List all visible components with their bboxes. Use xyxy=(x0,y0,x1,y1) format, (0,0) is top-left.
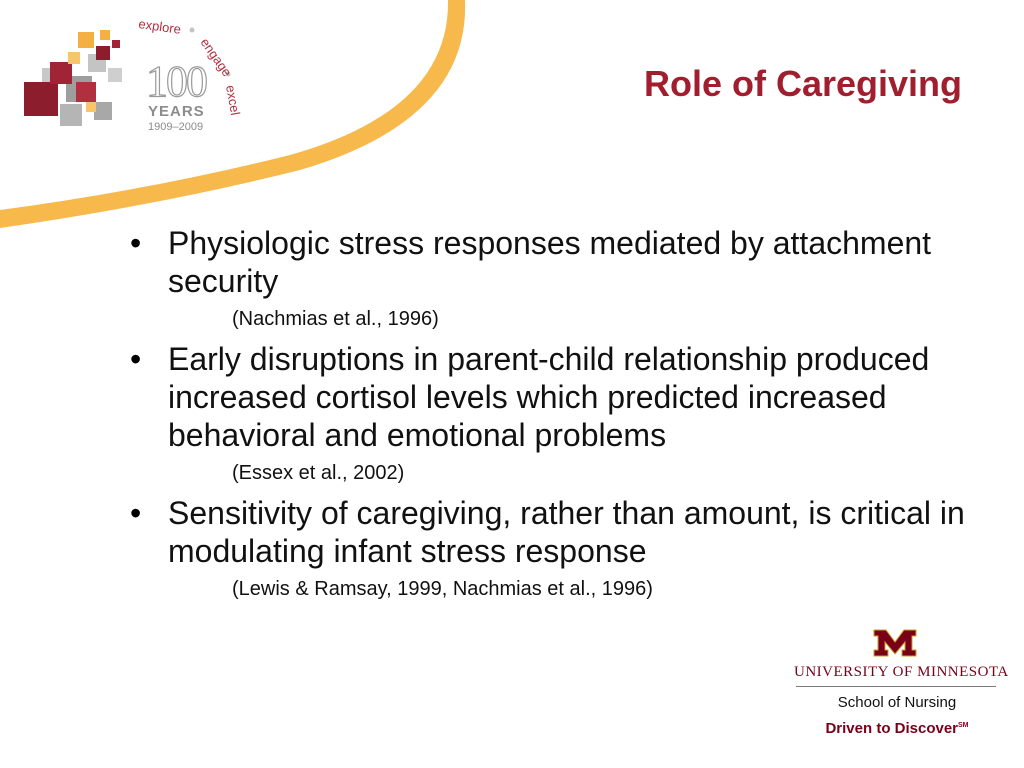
bullet-item xyxy=(128,494,968,602)
university-name: UNIVERSITY OF MINNESOTA xyxy=(794,664,1009,680)
bullet-marker: • xyxy=(130,495,142,531)
block-m-icon xyxy=(872,628,918,658)
logo-divider xyxy=(796,686,996,687)
bullet-text: Physiologic stress responses mediated by attachment security xyxy=(168,225,932,299)
bullet-text: Early disruptions in parent-child relationship produced increased cortisol levels which predicted increased behavioral and emotional problems xyxy=(168,341,930,453)
bullet-item xyxy=(128,224,968,332)
citation: (Lewis & Ramsay, 1999, Nachmias et al., 1996) xyxy=(232,578,653,600)
bullet-marker: • xyxy=(130,341,142,377)
university-logo xyxy=(794,628,1009,748)
bullet-marker: • xyxy=(130,225,142,261)
svg-text:explore: explore xyxy=(137,16,182,37)
centennial-number: 100 xyxy=(146,57,206,106)
tagline xyxy=(794,720,1000,737)
service-mark: SM xyxy=(958,722,969,729)
slide-title: Role of Caregiving xyxy=(643,63,962,104)
citation: (Nachmias et al., 1996) xyxy=(232,308,439,330)
centennial-arc-words xyxy=(20,8,250,148)
centennial-year-range: 1909–2009 xyxy=(148,121,204,133)
citation: (Essex et al., 2002) xyxy=(232,462,405,484)
bullet-text: Sensitivity of caregiving, rather than amount, is critical in modulating infant stress response xyxy=(168,495,965,569)
bullet-list xyxy=(128,224,968,610)
centennial-years-label: YEARS xyxy=(148,103,205,120)
svg-text:excel: excel xyxy=(223,83,244,117)
bullet-item xyxy=(128,340,968,486)
tagline-text: Driven to Discover xyxy=(825,720,959,737)
centennial-logo xyxy=(20,8,250,148)
svg-text:engage: engage xyxy=(197,35,235,80)
school-name: School of Nursing xyxy=(837,694,957,711)
